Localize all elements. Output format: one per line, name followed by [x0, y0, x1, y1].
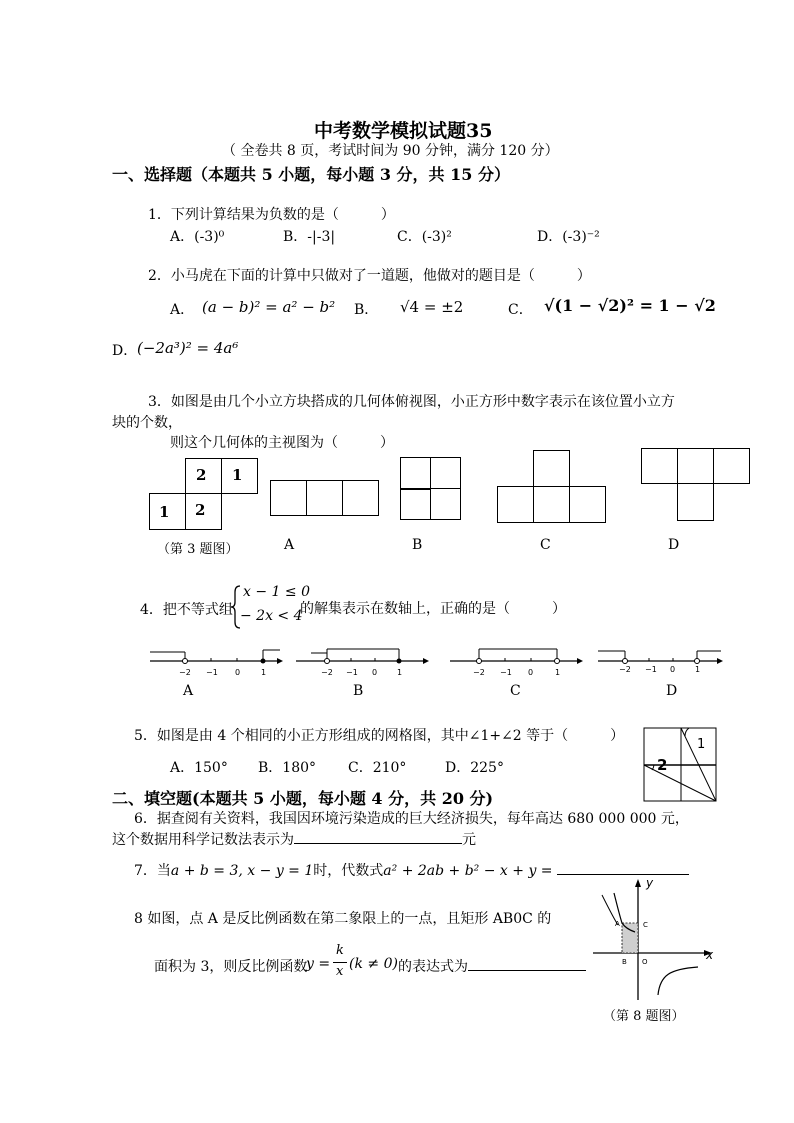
section1-heading: 一、选择题（本题共 5 小题，每小题 3 分，共 15 分） [112, 165, 510, 184]
q3-option-d-label: D [668, 537, 680, 553]
q4-prefix: 4．把不等式组 [140, 602, 233, 618]
q3-b-cell [430, 457, 461, 489]
q3-c-cell [533, 450, 570, 487]
q8-frac-den: x [336, 964, 344, 979]
tick-label: 1 [261, 668, 267, 677]
q3-cell-number: 1 [232, 466, 243, 484]
tick-label: −1 [500, 668, 512, 677]
q4-option-b-label: B [353, 683, 364, 699]
q3-option-a-label: A [284, 537, 295, 553]
q1-option-b: B．-|-3| [283, 229, 336, 245]
q3-c-cell [533, 486, 570, 523]
q8-frac-bar [333, 962, 347, 963]
q4-option-d-label: D [666, 683, 678, 699]
q4-number-line-c [445, 640, 585, 680]
tick-label: 0 [372, 668, 378, 677]
q3-caption: （第 3 题图） [157, 542, 239, 557]
q3-option-b-label: B [412, 537, 423, 553]
q8-line2-post [398, 956, 586, 976]
q3-c-cell [569, 486, 606, 523]
q5-angle-2-label: 2 [657, 756, 668, 774]
q5-stem: 5．如图是由 4 个相同的小正方形组成的网格图，其中∠1+∠2 等于（ ） [134, 728, 625, 744]
q8-caption: （第 8 题图） [603, 1009, 685, 1024]
q3-option-c-label: C [540, 537, 551, 553]
q4-inequality-2: − 2x < 4 [240, 608, 303, 624]
q8-axis-y-label: y [646, 876, 654, 890]
q6-line1: 6．据查阅有关资料，我国因环境污染造成的巨大经济损失，每年高达 680 000 000 元， [134, 811, 689, 827]
q2-stem-text: 2．小马虎在下面的计算中只做对了一道题，他做对的题目是（ ） [148, 268, 591, 284]
q5-option-b: B．180° [258, 760, 317, 776]
q3-b-cell [400, 488, 431, 520]
q7-prefix: 7．当 [134, 863, 171, 879]
q3-b-cell [400, 457, 431, 489]
tick-label: −2 [321, 668, 333, 677]
q5-option-a: A．150° [170, 760, 228, 776]
q3-d-cell [677, 448, 714, 484]
tick-label: −2 [619, 665, 631, 674]
q8-func-lhs: y = [306, 956, 331, 972]
tick-label: 1 [555, 668, 561, 677]
q8-point-c-label: C [643, 921, 648, 929]
q2-option-a-expr: (a − b)² = a² − b² [202, 298, 336, 316]
q8-point-a-label: A [615, 920, 620, 928]
tick-label: −2 [179, 668, 191, 677]
q1-stem: 1．下列计算结果为负数的是（ ） [148, 207, 395, 223]
q4-option-c-label: C [510, 683, 521, 699]
q3-b-cell [430, 488, 461, 520]
section2-heading: 二、填空题(本题共 5 小题，每小题 4 分，共 20 分) [112, 789, 494, 808]
q6-unit: 元 [462, 832, 476, 848]
q8-condition: (k ≠ 0) [349, 956, 398, 972]
q4-number-line-d [595, 640, 725, 680]
q2-option-c-expr: √(1 − √2)² = 1 − √2 [544, 296, 716, 315]
tick-label: 0 [235, 668, 241, 677]
q3-a-cell [306, 480, 343, 516]
tick-label: −1 [645, 665, 657, 674]
q3-c-cell [497, 486, 534, 523]
q5-option-c: C．210° [348, 760, 407, 776]
q2-option-d-expr: (−2a³)² = 4a⁶ [137, 339, 239, 357]
q3-d-cell [641, 448, 678, 484]
q7-expression: a² + 2ab + b² − x + y = [383, 863, 553, 879]
q3-a-cell [270, 480, 307, 516]
q8-axis-x-label: x [706, 948, 714, 962]
tick-label: 0 [528, 668, 534, 677]
page-title: 中考数学模拟试题35 [314, 120, 493, 142]
q3-cell-number: 1 [159, 503, 170, 521]
q3-cell-number: 2 [196, 466, 207, 484]
q6-line2-text: 这个数据用科学记数法表示为 [112, 832, 294, 848]
q3-stem-line1: 3．如图是由几个小立方块搭成的几何体俯视图，小正方形中数字表示在该位置小立方 [148, 394, 675, 410]
tick-label: −1 [206, 668, 218, 677]
q5-grid-figure [640, 726, 720, 804]
q2-option-d-label: D． [112, 343, 138, 359]
tick-label: −1 [346, 668, 358, 677]
q7-condition: a + b = 3, x − y = 1 [170, 863, 314, 879]
q3-cell-number: 2 [195, 501, 206, 519]
q4-suffix: 的解集表示在数轴上，正确的是（ ） [300, 601, 566, 617]
q2-option-a-label: A． [170, 302, 195, 318]
q1-option-c: C．(-3)² [397, 229, 452, 245]
q3-d-cell [713, 448, 750, 484]
q6-line2 [112, 829, 476, 849]
tick-label: 1 [397, 668, 403, 677]
q8-line1: 8 如图，点 A 是反比例函数在第二象限上的一点，且矩形 AB0C 的 [134, 911, 552, 927]
q4-option-a-label: A [183, 683, 194, 699]
q8-point-b-label: B [622, 958, 627, 966]
q3-d-cell [677, 483, 714, 521]
tick-label: 0 [670, 665, 676, 674]
q1-option-a: A．(-3)⁰ [170, 229, 225, 245]
q5-option-d: D．225° [445, 760, 504, 776]
tick-label: 1 [695, 665, 701, 674]
q5-angle-1-label: 1 [697, 737, 706, 752]
q3-stem-line3: 则这个几何体的主视图为（ ） [170, 435, 394, 451]
q8-line2-pre: 面积为 3，则反比例函数 [154, 959, 308, 975]
q2-option-b-label: B． [354, 302, 379, 318]
q4-inequality-1: x − 1 ≤ 0 [243, 584, 310, 600]
tick-label: −2 [473, 668, 485, 677]
page-subtitle: （ 全卷共 8 页，考试时间为 90 分钟，满分 120 分） [222, 143, 559, 159]
q8-frac-num: k [336, 943, 344, 958]
q8-answer-blank[interactable] [468, 970, 586, 971]
q3-a-cell [342, 480, 379, 516]
q8-graph-figure [588, 875, 718, 1003]
q4-number-line-b [291, 640, 431, 680]
q8-line2-post-text: 的表达式为 [398, 959, 468, 975]
q2-option-c-label: C． [508, 302, 533, 318]
q8-origin-label: O [642, 958, 648, 966]
q2-option-b-expr: √4 = ±2 [400, 298, 464, 316]
q7-mid: 时，代数式 [313, 863, 384, 879]
q3-stem-line2: 块的个数， [112, 415, 182, 431]
q6-answer-blank[interactable] [294, 843, 462, 844]
q4-number-line-a [145, 640, 285, 680]
q1-option-d: D．(-3)⁻² [537, 229, 600, 245]
